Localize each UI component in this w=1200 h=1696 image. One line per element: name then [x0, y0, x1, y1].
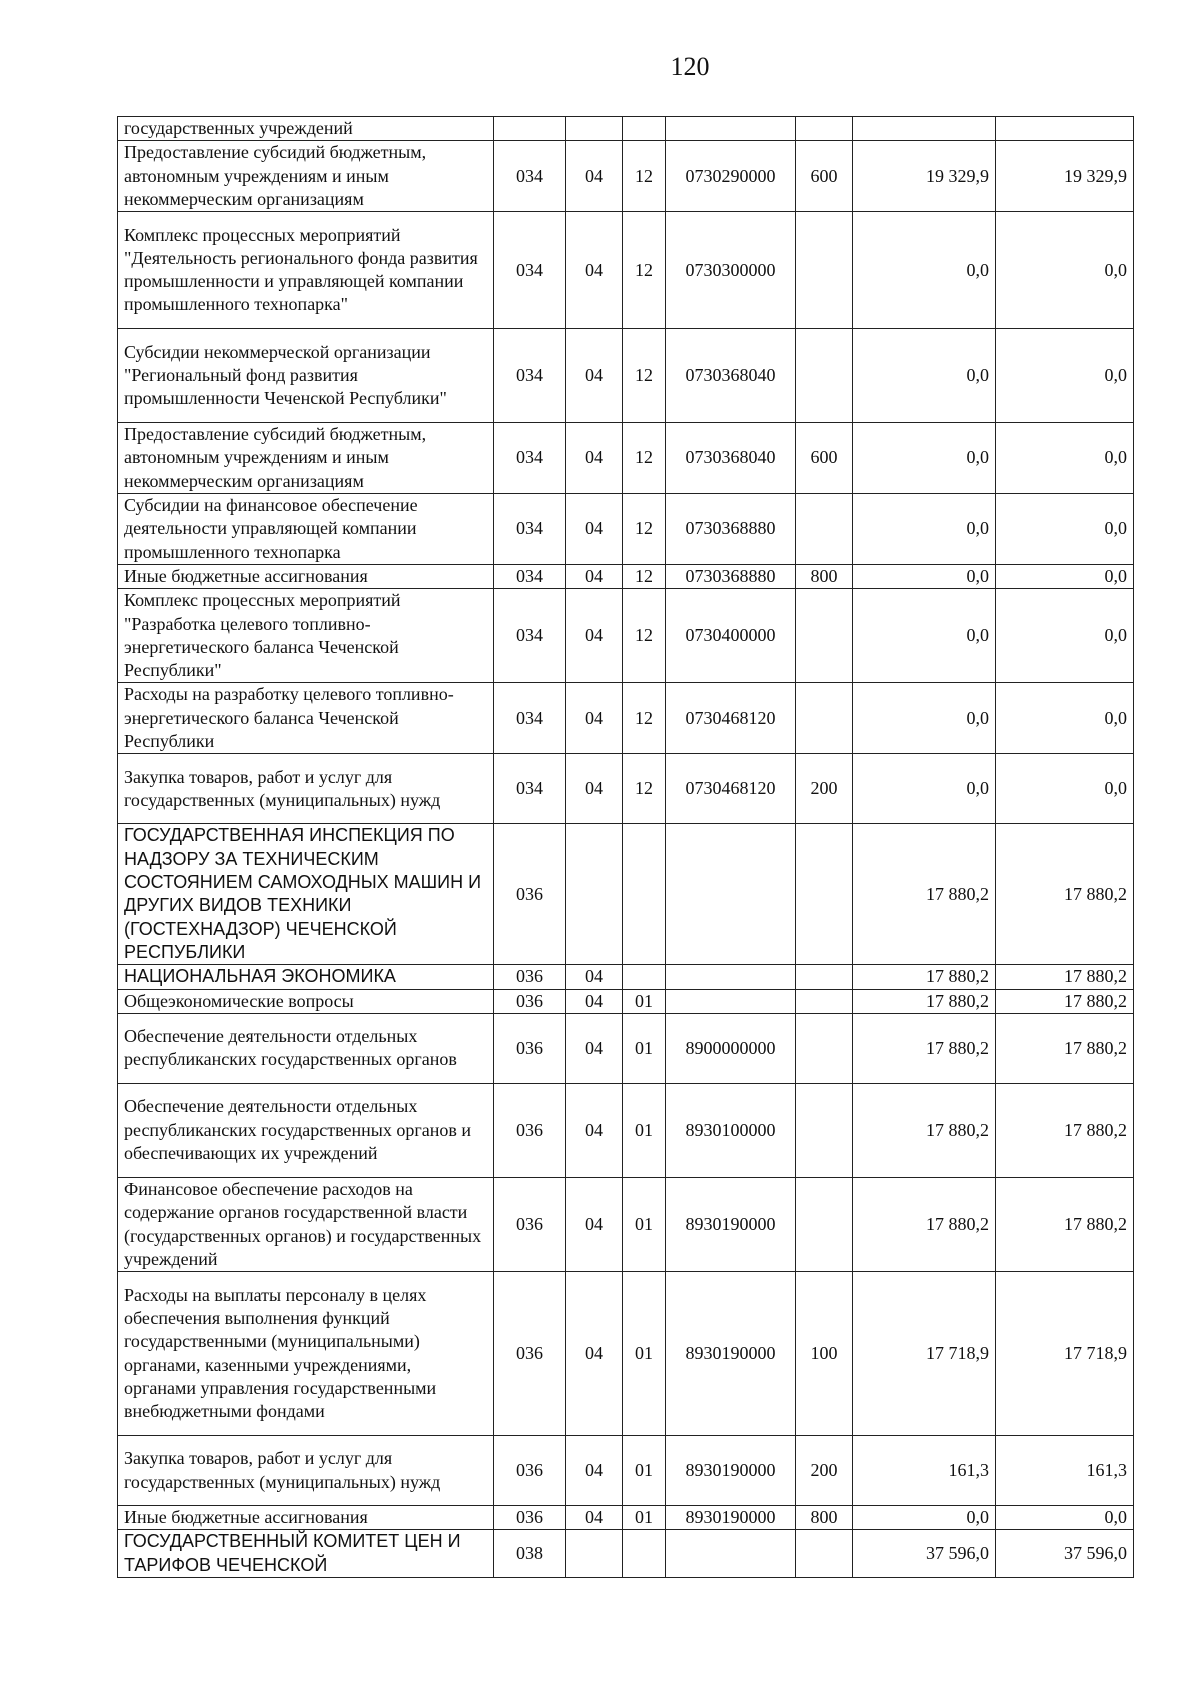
page-number: 120	[670, 52, 710, 81]
cell-rz: 04	[566, 754, 623, 824]
cell-sum1: 17 718,9	[853, 1272, 996, 1436]
cell-pr	[623, 1530, 666, 1578]
cell-sum1: 0,0	[853, 754, 996, 824]
cell-csr: 0730468120	[666, 754, 796, 824]
cell-csr	[666, 965, 796, 989]
cell-sum2: 0,0	[996, 494, 1134, 565]
table-row	[118, 754, 1134, 824]
cell-vr	[796, 494, 853, 565]
table-row	[118, 494, 1134, 565]
cell-vr: 100	[796, 1272, 853, 1436]
budget-table	[117, 116, 1134, 1578]
cell-name: Закупка товаров, работ и услуг для государственных (муниципальных) нужд	[118, 1436, 494, 1506]
cell-csr: 0730368040	[666, 423, 796, 494]
cell-rz: 04	[566, 423, 623, 494]
cell-rz: 04	[566, 1272, 623, 1436]
cell-ved: 034	[494, 564, 566, 588]
cell-sum2: 17 880,2	[996, 1177, 1134, 1271]
cell-vr	[796, 1530, 853, 1578]
cell-ved: 034	[494, 423, 566, 494]
cell-sum2: 0,0	[996, 212, 1134, 329]
cell-rz	[566, 1530, 623, 1578]
cell-pr	[623, 965, 666, 989]
table-row	[118, 1272, 1134, 1436]
cell-name: Иные бюджетные ассигнования	[118, 564, 494, 588]
cell-csr: 0730300000	[666, 212, 796, 329]
cell-sum1: 0,0	[853, 494, 996, 565]
cell-sum1: 17 880,2	[853, 824, 996, 965]
cell-csr	[666, 117, 796, 141]
cell-ved: 036	[494, 1272, 566, 1436]
cell-pr: 01	[623, 989, 666, 1013]
cell-rz: 04	[566, 1013, 623, 1083]
cell-rz: 04	[566, 564, 623, 588]
cell-ved: 034	[494, 589, 566, 683]
cell-pr: 12	[623, 212, 666, 329]
cell-sum2: 17 880,2	[996, 989, 1134, 1013]
cell-csr: 0730290000	[666, 141, 796, 212]
cell-name: государственных учреждений	[118, 117, 494, 141]
cell-vr	[796, 1083, 853, 1177]
cell-name: Предоставление субсидий бюджетным, автономным учреждениям и иным некоммерческим организациям	[118, 141, 494, 212]
cell-rz: 04	[566, 683, 623, 754]
cell-sum2: 17 880,2	[996, 1083, 1134, 1177]
cell-rz: 04	[566, 494, 623, 565]
cell-vr	[796, 329, 853, 423]
table-row	[118, 1436, 1134, 1506]
cell-csr	[666, 1530, 796, 1578]
cell-sum2: 17 718,9	[996, 1272, 1134, 1436]
cell-name: Расходы на разработку целевого топливно-энергетического баланса Чеченской Республики	[118, 683, 494, 754]
cell-csr: 8930190000	[666, 1506, 796, 1530]
cell-name: Обеспечение деятельности отдельных республиканских государственных органов	[118, 1013, 494, 1083]
cell-rz: 04	[566, 1506, 623, 1530]
cell-sum1: 17 880,2	[853, 1177, 996, 1271]
cell-rz: 04	[566, 589, 623, 683]
cell-csr: 8900000000	[666, 1013, 796, 1083]
table-row	[118, 683, 1134, 754]
cell-sum2: 19 329,9	[996, 141, 1134, 212]
cell-ved: 036	[494, 1436, 566, 1506]
table-body	[118, 117, 1134, 1578]
cell-name: ГОСУДАРСТВЕННЫЙ КОМИТЕТ ЦЕН И ТАРИФОВ ЧЕЧЕНСКОЙ	[118, 1530, 494, 1578]
cell-pr: 12	[623, 564, 666, 588]
cell-ved: 036	[494, 1506, 566, 1530]
cell-sum2: 0,0	[996, 1506, 1134, 1530]
cell-name: Расходы на выплаты персоналу в целях обеспечения выполнения функций государственными (муниципальными) органами, казенными учреждениями, органами управления государственными внебюджетными фондами	[118, 1272, 494, 1436]
cell-csr: 8930190000	[666, 1272, 796, 1436]
cell-sum1: 17 880,2	[853, 1013, 996, 1083]
cell-ved: 036	[494, 1083, 566, 1177]
cell-name: Закупка товаров, работ и услуг для государственных (муниципальных) нужд	[118, 754, 494, 824]
table-row	[118, 1506, 1134, 1530]
cell-ved: 036	[494, 1013, 566, 1083]
table-row	[118, 1177, 1134, 1271]
cell-vr: 800	[796, 1506, 853, 1530]
table-row	[118, 989, 1134, 1013]
cell-name: Субсидии на финансовое обеспечение деятельности управляющей компании промышленного технопарка	[118, 494, 494, 565]
cell-sum1: 37 596,0	[853, 1530, 996, 1578]
cell-sum2: 37 596,0	[996, 1530, 1134, 1578]
cell-pr: 12	[623, 589, 666, 683]
table-row	[118, 329, 1134, 423]
cell-pr: 12	[623, 329, 666, 423]
table-row	[118, 1530, 1134, 1578]
cell-ved: 036	[494, 1177, 566, 1271]
cell-vr	[796, 989, 853, 1013]
cell-pr: 12	[623, 494, 666, 565]
cell-name: Общеэкономические вопросы	[118, 989, 494, 1013]
cell-name: НАЦИОНАЛЬНАЯ ЭКОНОМИКА	[118, 965, 494, 989]
cell-pr: 12	[623, 754, 666, 824]
cell-ved	[494, 117, 566, 141]
cell-ved: 038	[494, 1530, 566, 1578]
cell-pr: 01	[623, 1083, 666, 1177]
cell-sum2	[996, 117, 1134, 141]
cell-csr: 8930190000	[666, 1177, 796, 1271]
cell-name: Комплекс процессных мероприятий "Деятельность регионального фонда развития промышленности и управляющей компании промышленного технопарка"	[118, 212, 494, 329]
cell-sum1: 0,0	[853, 212, 996, 329]
cell-pr: 01	[623, 1436, 666, 1506]
cell-sum2: 17 880,2	[996, 824, 1134, 965]
cell-sum1: 0,0	[853, 564, 996, 588]
cell-name: Предоставление субсидий бюджетным, автономным учреждениям и иным некоммерческим организациям	[118, 423, 494, 494]
cell-rz: 04	[566, 1177, 623, 1271]
cell-csr: 8930190000	[666, 1436, 796, 1506]
cell-rz: 04	[566, 141, 623, 212]
cell-vr	[796, 683, 853, 754]
table-row	[118, 117, 1134, 141]
cell-vr	[796, 212, 853, 329]
cell-sum1: 0,0	[853, 683, 996, 754]
cell-sum1: 17 880,2	[853, 1083, 996, 1177]
cell-rz: 04	[566, 1083, 623, 1177]
table-row	[118, 141, 1134, 212]
cell-vr	[796, 1013, 853, 1083]
cell-csr	[666, 824, 796, 965]
table-row	[118, 965, 1134, 989]
cell-vr	[796, 117, 853, 141]
cell-sum1	[853, 117, 996, 141]
cell-pr: 12	[623, 423, 666, 494]
cell-sum2: 0,0	[996, 564, 1134, 588]
cell-csr: 0730400000	[666, 589, 796, 683]
cell-pr: 12	[623, 141, 666, 212]
cell-vr	[796, 1177, 853, 1271]
cell-sum2: 161,3	[996, 1436, 1134, 1506]
table-row	[118, 1083, 1134, 1177]
cell-sum1: 0,0	[853, 423, 996, 494]
table-row	[118, 1013, 1134, 1083]
cell-sum1: 0,0	[853, 589, 996, 683]
cell-sum2: 0,0	[996, 329, 1134, 423]
cell-name: Финансовое обеспечение расходов на содержание органов государственной власти (государственных органов) и государственных учреждений	[118, 1177, 494, 1271]
cell-sum2: 0,0	[996, 423, 1134, 494]
cell-vr: 200	[796, 754, 853, 824]
cell-sum1: 0,0	[853, 1506, 996, 1530]
cell-name: Комплекс процессных мероприятий "Разработка целевого топливно-энергетического баланса Чеченской Республики"	[118, 589, 494, 683]
table-row	[118, 564, 1134, 588]
cell-rz: 04	[566, 329, 623, 423]
cell-vr: 200	[796, 1436, 853, 1506]
cell-pr: 01	[623, 1272, 666, 1436]
table-row	[118, 589, 1134, 683]
cell-sum2: 17 880,2	[996, 1013, 1134, 1083]
cell-sum2: 17 880,2	[996, 965, 1134, 989]
cell-ved: 036	[494, 989, 566, 1013]
cell-ved: 034	[494, 754, 566, 824]
cell-pr	[623, 117, 666, 141]
cell-pr: 01	[623, 1177, 666, 1271]
cell-name: Иные бюджетные ассигнования	[118, 1506, 494, 1530]
cell-pr: 01	[623, 1013, 666, 1083]
cell-rz	[566, 117, 623, 141]
cell-csr: 0730368880	[666, 564, 796, 588]
cell-ved: 036	[494, 965, 566, 989]
cell-sum1: 161,3	[853, 1436, 996, 1506]
cell-rz: 04	[566, 965, 623, 989]
cell-sum2: 0,0	[996, 589, 1134, 683]
cell-pr: 12	[623, 683, 666, 754]
cell-ved: 034	[494, 212, 566, 329]
table-row	[118, 212, 1134, 329]
cell-pr: 01	[623, 1506, 666, 1530]
table-row	[118, 423, 1134, 494]
cell-sum1: 0,0	[853, 329, 996, 423]
table-row	[118, 824, 1134, 965]
cell-vr	[796, 824, 853, 965]
cell-sum2: 0,0	[996, 683, 1134, 754]
cell-ved: 034	[494, 141, 566, 212]
cell-ved: 034	[494, 329, 566, 423]
cell-vr: 600	[796, 423, 853, 494]
cell-pr	[623, 824, 666, 965]
cell-csr: 0730468120	[666, 683, 796, 754]
cell-ved: 036	[494, 824, 566, 965]
cell-vr: 600	[796, 141, 853, 212]
cell-sum1: 19 329,9	[853, 141, 996, 212]
cell-name: Субсидии некоммерческой организации "Региональный фонд развития промышленности Чеченской Республики"	[118, 329, 494, 423]
cell-vr	[796, 965, 853, 989]
cell-name: ГОСУДАРСТВЕННАЯ ИНСПЕКЦИЯ ПО НАДЗОРУ ЗА ТЕХНИЧЕСКИМ СОСТОЯНИЕМ САМОХОДНЫХ МАШИН И ДРУГИХ ВИДОВ ТЕХНИКИ (ГОСТЕХНАДЗОР) ЧЕЧЕНСКОЙ РЕСПУБЛИКИ	[118, 824, 494, 965]
cell-csr	[666, 989, 796, 1013]
cell-sum1: 17 880,2	[853, 965, 996, 989]
cell-ved: 034	[494, 494, 566, 565]
cell-rz: 04	[566, 989, 623, 1013]
cell-csr: 8930100000	[666, 1083, 796, 1177]
cell-rz: 04	[566, 212, 623, 329]
cell-csr: 0730368880	[666, 494, 796, 565]
cell-rz: 04	[566, 1436, 623, 1506]
cell-name: Обеспечение деятельности отдельных республиканских государственных органов и обеспечивающих их учреждений	[118, 1083, 494, 1177]
cell-sum2: 0,0	[996, 754, 1134, 824]
cell-sum1: 17 880,2	[853, 989, 996, 1013]
cell-csr: 0730368040	[666, 329, 796, 423]
cell-ved: 034	[494, 683, 566, 754]
cell-rz	[566, 824, 623, 965]
cell-vr: 800	[796, 564, 853, 588]
cell-vr	[796, 589, 853, 683]
